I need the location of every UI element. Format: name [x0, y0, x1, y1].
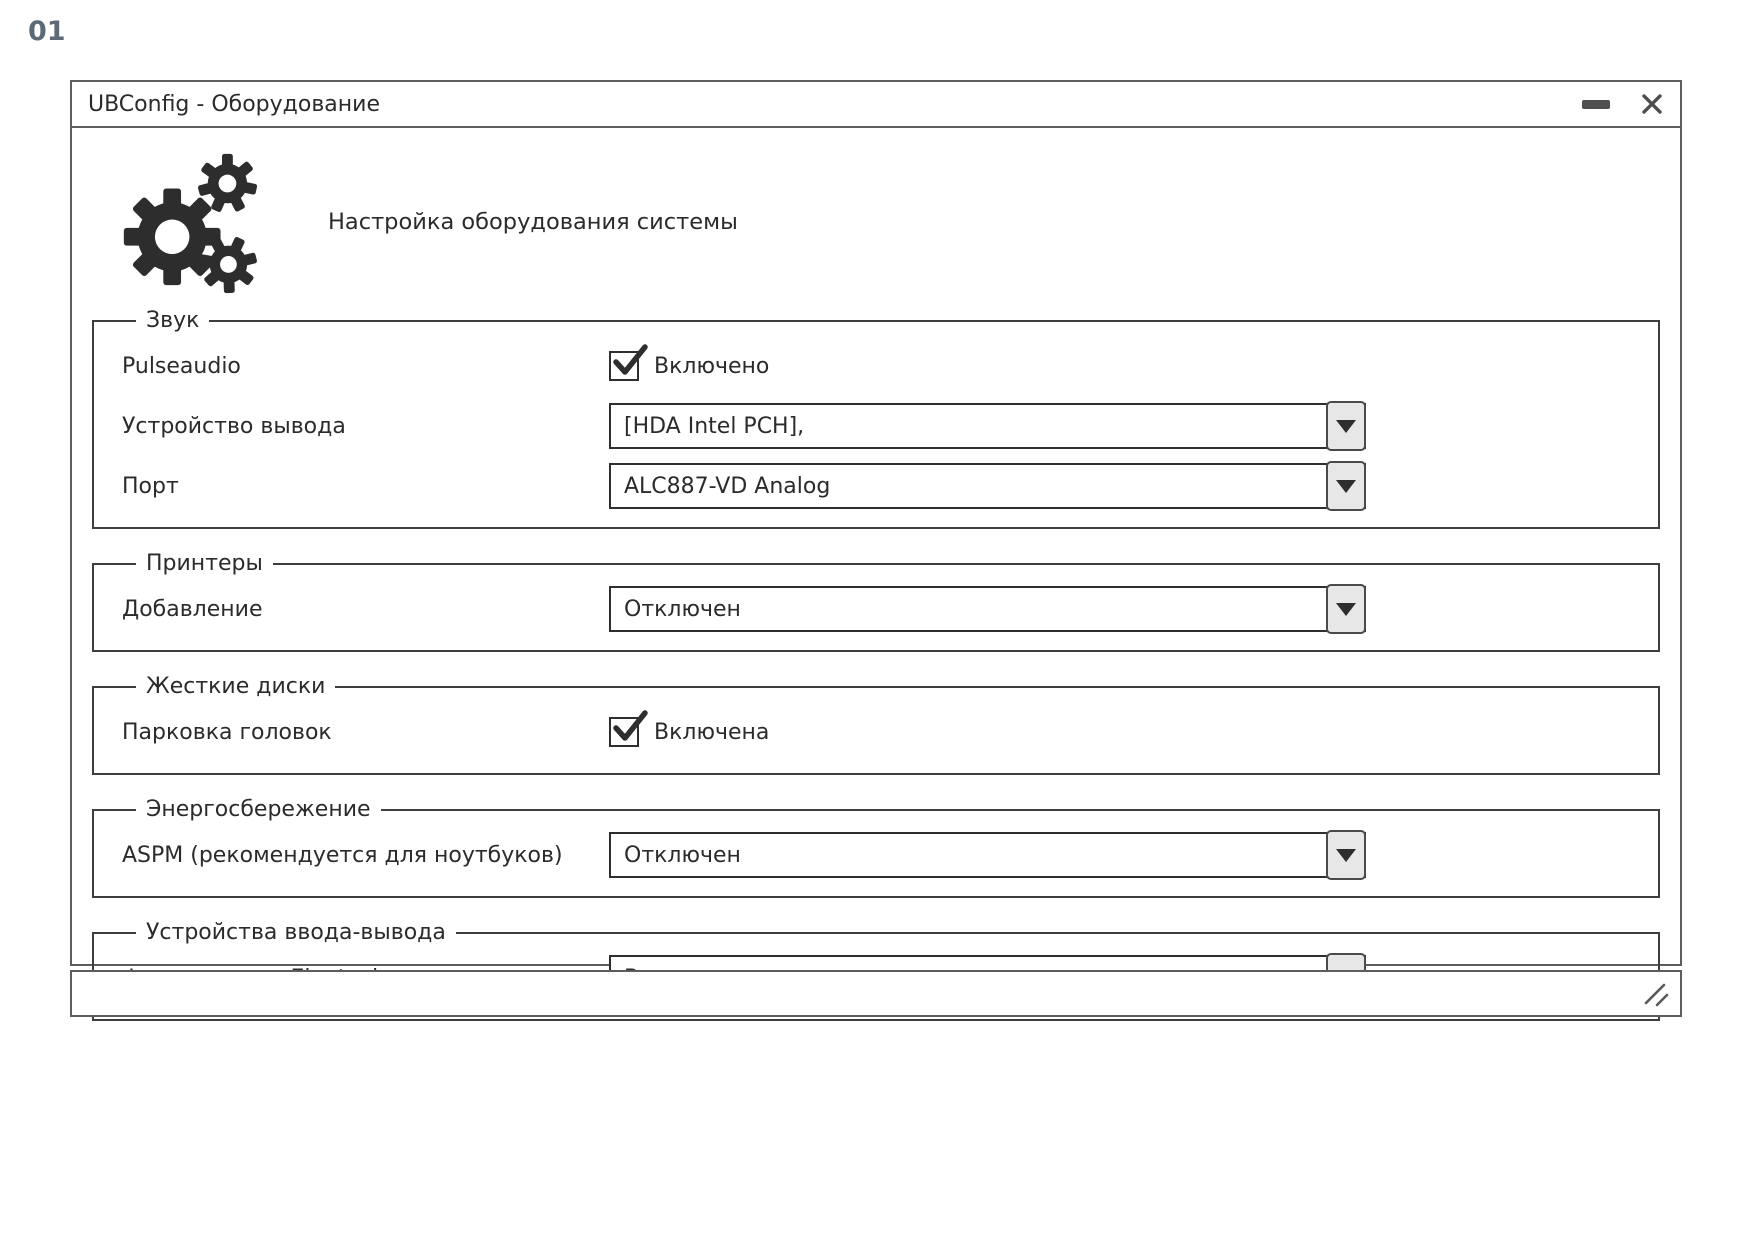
section-printers-legend: Принтеры [146, 551, 263, 576]
dropdown-arrow-button[interactable] [1326, 461, 1366, 511]
row-output-device [122, 403, 1632, 449]
pulseaudio-label: Pulseaudio [122, 353, 241, 379]
output-device-dropdown[interactable] [609, 403, 1366, 449]
printer-add-label: Добавление [122, 596, 263, 622]
section-sound-legend: Звук [146, 308, 200, 333]
gears-icon [110, 148, 260, 296]
status-bar [70, 970, 1682, 1017]
section-power-saving-legend: Энергосбережение [146, 797, 371, 822]
aspm-label: ASPM (рекомендуется для ноутбуков) [122, 842, 563, 868]
head-parking-checkbox[interactable] [609, 717, 769, 747]
aspm-dropdown[interactable] [609, 832, 1366, 878]
checkbox-state-label: Включено [654, 353, 770, 379]
pulseaudio-checkbox[interactable] [609, 351, 769, 381]
chevron-down-icon [1336, 480, 1356, 493]
window-controls [1582, 92, 1664, 116]
minimize-icon[interactable] [1582, 100, 1610, 109]
chevron-down-icon [1336, 603, 1356, 616]
port-label: Порт [122, 473, 179, 499]
window-title: UBConfig - Оборудование [88, 91, 380, 117]
close-icon[interactable] [1640, 92, 1664, 116]
checkbox-state-label: Включена [654, 719, 770, 745]
section-hdd-legend: Жесткие диски [146, 674, 326, 699]
checkbox-checked-icon[interactable] [609, 351, 639, 381]
dropdown-value: ALC887-VD Analog [624, 473, 831, 499]
section-power-saving [92, 797, 1660, 898]
head-parking-label: Парковка головок [122, 719, 332, 745]
title-bar [72, 82, 1680, 128]
dropdown-value: Отключен [624, 596, 741, 622]
output-device-label: Устройство вывода [122, 413, 346, 439]
dropdown-arrow-button[interactable] [1326, 401, 1366, 451]
row-aspm [122, 832, 1632, 878]
chevron-down-icon [1336, 420, 1356, 433]
window-content [72, 128, 1680, 1021]
dropdown-value: Отключен [624, 842, 741, 868]
row-printer-add [122, 586, 1632, 632]
page-title: Настройка оборудования системы [328, 209, 738, 235]
page-number: 01 [28, 16, 66, 47]
row-port [122, 463, 1632, 509]
dropdown-arrow-button[interactable] [1326, 830, 1366, 880]
ubconfig-window [70, 80, 1682, 966]
header-row [110, 148, 1660, 296]
dropdown-value: [HDA Intel PCH], [624, 413, 805, 439]
section-sound [92, 308, 1660, 529]
checkbox-checked-icon[interactable] [609, 717, 639, 747]
section-printers [92, 551, 1660, 652]
resize-grip-icon[interactable] [1642, 980, 1670, 1008]
section-io-devices-legend: Устройства ввода-вывода [146, 920, 446, 945]
row-head-parking [122, 709, 1632, 755]
printer-add-dropdown[interactable] [609, 586, 1366, 632]
section-hdd [92, 674, 1660, 775]
chevron-down-icon [1336, 849, 1356, 862]
dropdown-arrow-button[interactable] [1326, 584, 1366, 634]
row-pulseaudio [122, 343, 1632, 389]
port-dropdown[interactable] [609, 463, 1366, 509]
